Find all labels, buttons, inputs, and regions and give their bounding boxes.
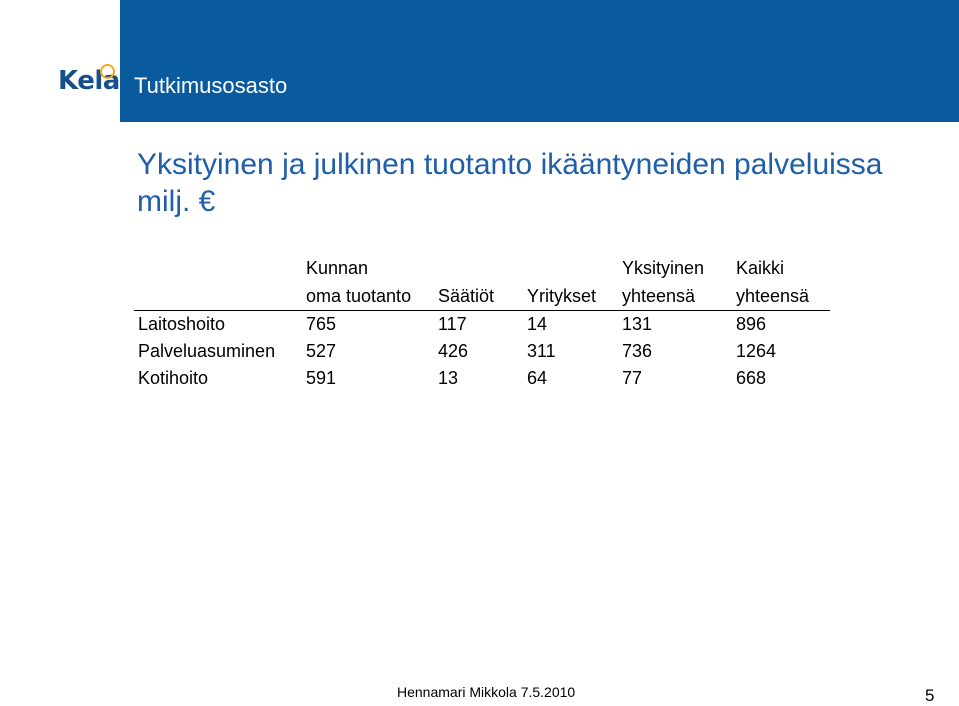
page-number: 5 <box>925 686 935 705</box>
table-cell: 77 <box>622 368 643 388</box>
table-cell: 13 <box>438 368 459 388</box>
kela-logo-text: Kela <box>58 66 120 96</box>
kela-logo <box>0 0 120 122</box>
table-header-cell: Kaikki yhteensä <box>736 258 810 306</box>
table-header-cell: Yritykset <box>527 286 597 306</box>
data-table <box>134 254 830 392</box>
kela-logo-badge-icon <box>100 64 115 79</box>
table-cell: 668 <box>736 368 767 388</box>
table-row <box>134 365 830 392</box>
table-cell: 765 <box>306 314 337 334</box>
table-header-row <box>134 254 830 311</box>
table-cell: 1264 <box>736 341 777 361</box>
table-header-cell: Säätiöt <box>438 286 495 306</box>
table-cell: 117 <box>438 314 467 334</box>
row-label: Laitoshoito <box>138 314 226 334</box>
table-row <box>134 338 830 365</box>
table-cell: 591 <box>306 368 337 388</box>
table-header-cell: Kunnan oma tuotanto <box>306 258 412 306</box>
row-label: Palveluasuminen <box>138 341 276 361</box>
slide-title: Yksityinen ja julkinen tuotanto ikääntyneiden palveluissa milj. € <box>137 148 883 218</box>
footer-author-date: Hennamari Mikkola 7.5.2010 <box>397 684 576 700</box>
table-cell: 896 <box>736 314 767 334</box>
table-cell: 64 <box>527 368 548 388</box>
table-cell: 527 <box>306 341 337 361</box>
table-header-cell <box>134 254 302 311</box>
row-label: Kotihoito <box>138 368 209 388</box>
table-cell: 311 <box>527 341 556 361</box>
table-cell: 426 <box>438 341 469 361</box>
table-cell: 14 <box>527 314 548 334</box>
table-header-cell: Yksityinen yhteensä <box>622 258 705 306</box>
table-cell: 736 <box>622 341 653 361</box>
header-bar <box>120 0 959 122</box>
table-cell: 131 <box>622 314 653 334</box>
department-name: Tutkimusosasto <box>134 73 288 98</box>
table-row <box>134 311 830 339</box>
